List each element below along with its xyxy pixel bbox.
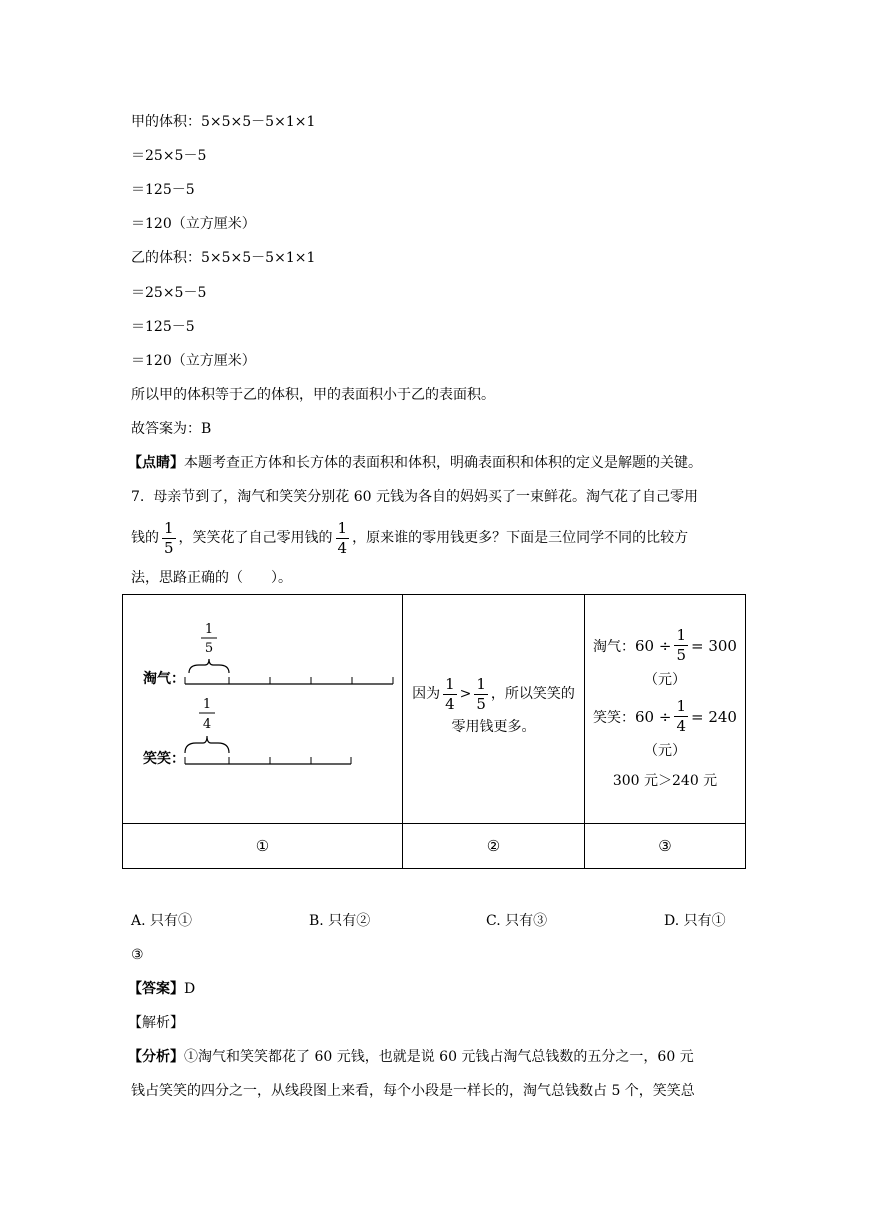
answer-row bbox=[128, 979, 195, 999]
yi-volume-line: 乙的体积：5×5×5－5×1×1 bbox=[131, 250, 316, 266]
calc-step: ＝25×5－5 bbox=[131, 148, 207, 164]
line-segment-diagram bbox=[123, 595, 402, 823]
brace-icon bbox=[189, 659, 229, 673]
question-text: ，笑笑花了自己零用钱的 bbox=[178, 530, 333, 546]
question-number: 7. bbox=[131, 489, 145, 505]
question-line-1 bbox=[131, 487, 698, 507]
calc-step: ＝125－5 bbox=[131, 182, 195, 198]
calc-step: ＝120（立方厘米） bbox=[131, 353, 256, 369]
calc-step: ＝25×5－5 bbox=[131, 285, 207, 301]
choice-b[interactable]: B. 只有② bbox=[309, 913, 371, 929]
fraction-one-fifth: $\frac{1}{5}$ bbox=[676, 626, 686, 664]
answer-value: D bbox=[184, 981, 196, 997]
method-2-line-2: 零用钱更多。 bbox=[451, 718, 536, 735]
conclusion-line: 所以甲的体积等于乙的体积，甲的表面积小于乙的表面积。 bbox=[131, 387, 495, 403]
analysis-line-1 bbox=[128, 1047, 694, 1067]
method-2-cell bbox=[403, 595, 585, 824]
diagram-frac-bottom-num: 1 bbox=[202, 697, 212, 712]
xiaoxiao-calc: 笑笑： 60 ÷ $\frac{1}{4}$ = 240 bbox=[593, 697, 737, 735]
question-text: ，原来谁的零用钱更多？下面是三位同学不同的比较方 bbox=[352, 530, 689, 546]
unit-label: （元） bbox=[644, 743, 686, 759]
jia-volume-line: 甲的体积：5×5×5－5×1×1 bbox=[131, 114, 316, 130]
choice-c[interactable]: C. 只有③ bbox=[486, 913, 548, 929]
method-label-3: ③ bbox=[585, 824, 746, 869]
diagram-frac-top-num: 1 bbox=[204, 622, 214, 637]
question-text: 母亲节到了，淘气和笑笑分别花 60 元钱为各自的妈妈买了一束鲜花。淘气花了自己零用 bbox=[153, 489, 698, 505]
diagram-frac-bottom-den: 4 bbox=[202, 717, 212, 732]
comparison-line: 300 元＞240 元 bbox=[612, 773, 718, 789]
choice-d-continued: ③ bbox=[131, 947, 144, 963]
answer-line: 故答案为：B bbox=[131, 421, 212, 437]
choice-a[interactable]: A. 只有① bbox=[131, 913, 193, 929]
answer-tag: 【答案】 bbox=[128, 981, 184, 997]
comment-tag: 【点睛】 bbox=[128, 455, 184, 471]
question-line-2 bbox=[131, 514, 688, 562]
analysis-text: ①淘气和笑笑都花了 60 元钱，也就是说 60 元钱占淘气总钱数的五分之一，60 元 bbox=[184, 1049, 694, 1065]
method-label-2: ② bbox=[403, 824, 585, 869]
xiaoxiao-label: 笑笑： bbox=[143, 751, 185, 767]
diagram-frac-top-den: 5 bbox=[204, 641, 214, 656]
question-line-3: 法，思路正确的（ ）。 bbox=[131, 570, 292, 586]
analysis-line-2: 钱占笑笑的四分之一，从线段图上来看，每个小段是一样长的，淘气总钱数占 5 个，笑笑总 bbox=[131, 1083, 695, 1099]
fraction-one-fifth: $\frac{1}{5}$ bbox=[476, 674, 486, 713]
method-1-cell bbox=[123, 595, 403, 824]
fraction-one-quarter: $\frac{1}{4}$ bbox=[337, 518, 348, 557]
brace-icon bbox=[185, 736, 229, 753]
method-label-1: ① bbox=[123, 824, 403, 869]
method-3-cell bbox=[585, 595, 746, 824]
fenxi-tag: 【分析】 bbox=[128, 1049, 184, 1065]
comment-line bbox=[128, 453, 702, 473]
question-text: 钱的 bbox=[131, 530, 159, 546]
method-2-line-1: 因为 $\frac{1}{4}$ > $\frac{1}{5}$ ，所以笑笑的 bbox=[412, 674, 575, 713]
choice-d[interactable]: D. 只有① bbox=[664, 913, 726, 929]
analysis-tag: 【解析】 bbox=[128, 1015, 184, 1031]
fraction-one-fifth: $\frac{1}{5}$ bbox=[164, 518, 174, 557]
fraction-one-quarter: $\frac{1}{4}$ bbox=[445, 674, 455, 713]
taoqi-label: 淘气： bbox=[143, 671, 185, 687]
methods-table bbox=[122, 594, 746, 869]
fraction-one-quarter: $\frac{1}{4}$ bbox=[676, 697, 686, 735]
unit-label: （元） bbox=[644, 672, 686, 688]
calc-step: ＝120（立方厘米） bbox=[131, 216, 256, 232]
comment-text: 本题考查正方体和长方体的表面积和体积，明确表面积和体积的定义是解题的关键。 bbox=[184, 455, 702, 471]
calc-step: ＝125－5 bbox=[131, 319, 195, 335]
taoqi-calc: 淘气： 60 ÷ $\frac{1}{5}$ = 300 bbox=[593, 626, 737, 664]
